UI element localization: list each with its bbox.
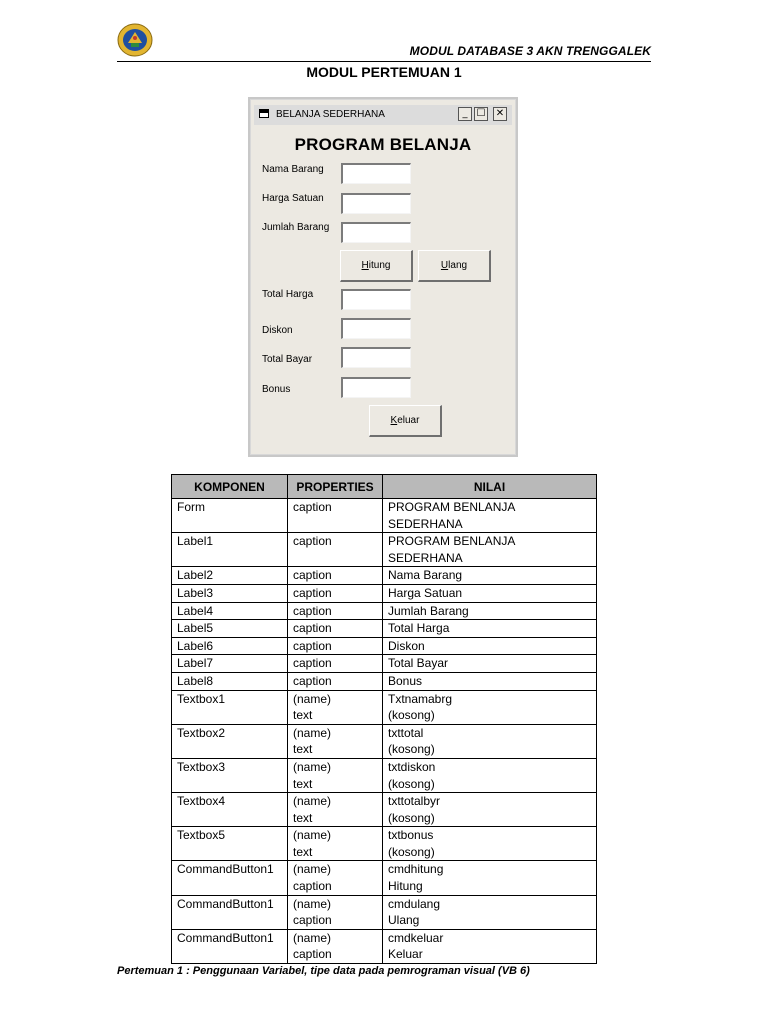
table-row xyxy=(172,584,597,602)
cell-properties xyxy=(288,533,383,567)
properties-line-1: (name) xyxy=(293,725,332,740)
nilai-line-1: Total Harga xyxy=(388,621,450,636)
properties-line-1: caption xyxy=(293,534,332,549)
cell-properties xyxy=(288,793,383,827)
nilai-line-1: PROGRAM BENLANJA SEDERHANA xyxy=(388,500,515,531)
form-heading: PROGRAM BELANJA xyxy=(294,135,472,154)
properties-line-2: text xyxy=(293,776,313,791)
table-row xyxy=(172,690,597,724)
properties-line-2: text xyxy=(293,742,313,757)
properties-line-1: caption xyxy=(293,673,332,688)
nilai-line-1: cmdulang xyxy=(388,896,441,911)
nilai-line-1: Total Bayar xyxy=(388,656,449,671)
bonus-input[interactable] xyxy=(341,377,411,398)
table-row xyxy=(172,672,597,690)
cell-komponen: Textbox1 xyxy=(172,690,288,724)
properties-line-2: caption xyxy=(293,913,332,928)
institution-seal-icon xyxy=(117,23,153,57)
total-harga-input[interactable] xyxy=(341,289,411,310)
table-row xyxy=(172,499,597,533)
nilai-line-1: txttotalbyr xyxy=(388,794,441,809)
page-footer: Pertemuan 1 : Penggunaan Variabel, tipe data pada pemrograman visual (VB 6) xyxy=(117,965,530,977)
cell-nilai xyxy=(383,793,597,827)
cell-komponen: Label6 xyxy=(172,637,288,655)
cell-nilai xyxy=(383,602,597,620)
module-title: MODUL DATABASE 3 AKN TRENGGALEK xyxy=(409,44,651,58)
cell-nilai xyxy=(383,690,597,724)
total-bayar-input[interactable] xyxy=(341,347,411,368)
properties-line-2: text xyxy=(293,810,313,825)
label-diskon: Diskon xyxy=(262,325,293,336)
label-total-harga: Total Harga xyxy=(262,289,314,300)
table-row xyxy=(172,655,597,673)
cell-komponen: Form xyxy=(172,499,288,533)
properties-line-1: caption xyxy=(293,603,332,618)
table-row xyxy=(172,533,597,567)
header-nilai: NILAI xyxy=(383,475,597,499)
cell-komponen: Textbox5 xyxy=(172,827,288,861)
hitung-button[interactable] xyxy=(340,250,413,282)
table-row xyxy=(172,929,597,963)
harga-satuan-input[interactable] xyxy=(341,193,411,214)
cell-komponen: Textbox4 xyxy=(172,793,288,827)
minimize-icon[interactable]: _ xyxy=(458,107,472,121)
cell-properties xyxy=(288,724,383,758)
cell-properties xyxy=(288,620,383,638)
header-properties: PROPERTIES xyxy=(288,475,383,499)
cell-komponen: Label8 xyxy=(172,672,288,690)
properties-line-1: (name) xyxy=(293,930,332,945)
cell-properties xyxy=(288,637,383,655)
cell-komponen: Label5 xyxy=(172,620,288,638)
cell-nilai xyxy=(383,861,597,895)
table-row xyxy=(172,724,597,758)
cell-properties xyxy=(288,690,383,724)
properties-line-1: (name) xyxy=(293,896,332,911)
window-titlebar[interactable] xyxy=(254,105,512,125)
properties-line-1: caption xyxy=(293,500,332,514)
cell-properties xyxy=(288,584,383,602)
properties-line-2: text xyxy=(293,708,313,723)
properties-line-1: (name) xyxy=(293,862,332,877)
table-row xyxy=(172,620,597,638)
header-divider xyxy=(117,61,651,62)
nilai-line-1: Diskon xyxy=(388,638,425,653)
maximize-icon[interactable]: ☐ xyxy=(474,107,488,121)
properties-line-1: (name) xyxy=(293,759,332,774)
cell-nilai xyxy=(383,655,597,673)
properties-line-1: (name) xyxy=(293,691,332,706)
nilai-line-2: (kosong) xyxy=(388,776,435,791)
properties-line-1: caption xyxy=(293,656,332,671)
table-row xyxy=(172,827,597,861)
properties-line-2: text xyxy=(293,844,313,859)
table-row xyxy=(172,758,597,792)
cell-nilai xyxy=(383,895,597,929)
cell-komponen: Textbox2 xyxy=(172,724,288,758)
cell-properties xyxy=(288,567,383,585)
nilai-line-2: Ulang xyxy=(388,913,420,928)
cell-nilai xyxy=(383,533,597,567)
properties-line-1: (name) xyxy=(293,794,332,809)
nilai-line-1: txtbonus xyxy=(388,828,434,843)
nilai-line-1: txtdiskon xyxy=(388,759,436,774)
table-row xyxy=(172,861,597,895)
nilai-line-1: txttotal xyxy=(388,725,424,740)
table-row xyxy=(172,567,597,585)
header-komponen: KOMPONEN xyxy=(172,475,288,499)
cell-nilai xyxy=(383,499,597,533)
nilai-line-2: (kosong) xyxy=(388,742,435,757)
cell-properties xyxy=(288,861,383,895)
table-body xyxy=(172,499,597,964)
hitung-label: itung xyxy=(368,260,391,271)
cell-komponen: Textbox3 xyxy=(172,758,288,792)
jumlah-barang-input[interactable] xyxy=(341,222,411,243)
cell-nilai xyxy=(383,827,597,861)
hitung-accelerator: H xyxy=(361,260,369,271)
cell-komponen: Label1 xyxy=(172,533,288,567)
label-nama-barang: Nama Barang xyxy=(262,164,324,175)
cell-properties xyxy=(288,758,383,792)
label-jumlah-barang: Jumlah Barang xyxy=(262,222,330,233)
properties-line-1: caption xyxy=(293,568,332,583)
nilai-line-2: (kosong) xyxy=(388,810,435,825)
label-harga-satuan: Harga Satuan xyxy=(262,193,324,204)
keluar-accelerator: K xyxy=(390,415,398,426)
label-bonus: Bonus xyxy=(262,384,291,395)
page-title: MODUL PERTEMUAN 1 xyxy=(306,64,462,80)
cell-nilai xyxy=(383,724,597,758)
cell-komponen: CommandButton1 xyxy=(172,929,288,963)
cell-komponen: Label4 xyxy=(172,602,288,620)
nilai-line-1: PROGRAM BENLANJA SEDERHANA xyxy=(388,534,515,565)
properties-line-1: (name) xyxy=(293,828,332,843)
keluar-button[interactable] xyxy=(369,405,442,437)
table-row xyxy=(172,637,597,655)
cell-komponen: CommandButton1 xyxy=(172,895,288,929)
nama-barang-input[interactable] xyxy=(341,163,411,184)
cell-komponen: Label3 xyxy=(172,584,288,602)
nilai-line-1: Jumlah Barang xyxy=(388,603,469,618)
form-window-icon xyxy=(259,109,269,118)
cell-properties xyxy=(288,499,383,533)
nilai-line-1: Nama Barang xyxy=(388,568,463,583)
label-total-bayar: Total Bayar xyxy=(262,354,313,365)
table-row xyxy=(172,602,597,620)
nilai-line-1: cmdkeluar xyxy=(388,930,444,945)
ulang-label: lang xyxy=(448,260,468,271)
nilai-line-2: Keluar xyxy=(388,947,423,962)
properties-line-2: caption xyxy=(293,879,332,894)
cell-properties xyxy=(288,827,383,861)
nilai-line-2: Hitung xyxy=(388,879,423,894)
nilai-line-1: Bonus xyxy=(388,673,423,688)
cell-properties xyxy=(288,655,383,673)
cell-komponen: Label7 xyxy=(172,655,288,673)
cell-nilai xyxy=(383,637,597,655)
cell-properties xyxy=(288,929,383,963)
properties-table xyxy=(171,474,597,964)
nilai-line-2: (kosong) xyxy=(388,708,435,723)
table-row xyxy=(172,793,597,827)
cell-properties xyxy=(288,672,383,690)
nilai-line-1: Txtnamabrg xyxy=(388,691,453,706)
cell-nilai xyxy=(383,929,597,963)
window-title: BELANJA SEDERHANA xyxy=(276,109,385,120)
close-icon[interactable]: ✕ xyxy=(493,107,507,121)
cell-nilai xyxy=(383,672,597,690)
diskon-input[interactable] xyxy=(341,318,411,339)
cell-properties xyxy=(288,602,383,620)
nilai-line-1: cmdhitung xyxy=(388,862,444,877)
cell-komponen: CommandButton1 xyxy=(172,861,288,895)
table-header-row xyxy=(172,475,597,499)
vb-form-window xyxy=(250,99,516,455)
cell-nilai xyxy=(383,758,597,792)
cell-nilai xyxy=(383,584,597,602)
properties-line-1: caption xyxy=(293,621,332,636)
cell-komponen: Label2 xyxy=(172,567,288,585)
properties-line-1: caption xyxy=(293,638,332,653)
nilai-line-1: Harga Satuan xyxy=(388,585,463,600)
properties-line-2: caption xyxy=(293,947,332,962)
nilai-line-2: (kosong) xyxy=(388,844,435,859)
table-row xyxy=(172,895,597,929)
keluar-label: eluar xyxy=(397,415,420,426)
cell-nilai xyxy=(383,567,597,585)
ulang-button[interactable] xyxy=(418,250,491,282)
cell-nilai xyxy=(383,620,597,638)
ulang-accelerator: U xyxy=(440,260,449,271)
properties-line-1: caption xyxy=(293,585,332,600)
cell-properties xyxy=(288,895,383,929)
